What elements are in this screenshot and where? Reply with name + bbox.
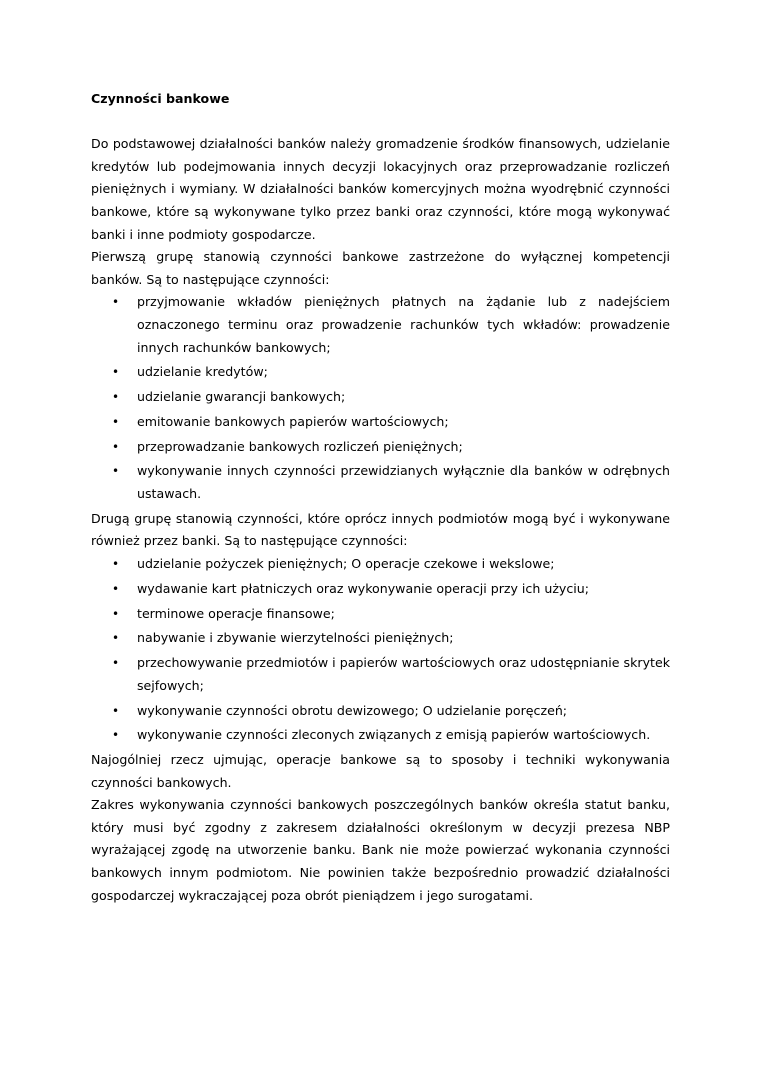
list-item-text: przechowywanie przedmiotów i papierów wartościowych oraz udostępnianie skrytek sejfowych;	[137, 655, 670, 693]
bullet-icon: •	[112, 581, 120, 596]
paragraph-second-group: Drugą grupę stanowią czynności, które oprócz innych podmiotów mogą być i wykonywane również przez banki. Są to następujące czynności:	[91, 510, 670, 549]
bullet-icon: •	[112, 365, 120, 380]
bullet-icon: •	[112, 557, 120, 571]
list-item	[91, 386, 670, 409]
bullet-icon: •	[112, 464, 120, 479]
bullet-icon: •	[112, 390, 120, 405]
shared-activities-list	[91, 553, 670, 747]
reserved-activities-list	[91, 291, 670, 505]
list-item	[91, 700, 670, 723]
list-item-text: wykonywanie czynności zleconych związanych z emisją papierów wartościowych.	[137, 727, 651, 743]
list-item	[91, 436, 670, 459]
document-title: Czynności bankowe	[91, 91, 230, 106]
list-item	[91, 361, 670, 384]
list-item-text: przeprowadzanie bankowych rozliczeń pieniężnych;	[137, 438, 463, 454]
list-item-text: wykonywanie czynności obrotu dewizowego; O udzielanie poręczeń;	[137, 702, 568, 718]
list-item	[91, 724, 670, 747]
list-item-text: wykonywanie innych czynności przewidzianych wyłącznie dla banków w odrębnych ustawach.	[137, 463, 670, 502]
bullet-icon: •	[112, 439, 120, 454]
bullet-icon: •	[112, 606, 120, 621]
list-item-text: udzielanie kredytów;	[137, 364, 268, 380]
bullet-icon: •	[112, 295, 120, 310]
list-item	[91, 627, 670, 650]
list-item	[91, 291, 670, 359]
bullet-icon: •	[112, 414, 120, 429]
bullet-icon: •	[112, 703, 120, 718]
list-item	[91, 603, 670, 626]
list-item-text: emitowanie bankowych papierów wartościowych;	[137, 413, 449, 429]
list-item	[91, 652, 670, 697]
paragraph-summary: Najogólniej rzecz ujmując, operacje bankowe są to sposoby i techniki wykonywania czynności bankowych.	[91, 752, 670, 790]
document-page	[91, 88, 670, 907]
list-item-text: przyjmowanie wkładów pieniężnych płatnych na żądanie lub z nadejściem oznaczonego terminu oraz prowadzenie rachunków tych wkładów: prowadzenie innych rachunków bankowych;	[137, 294, 670, 355]
list-item	[91, 460, 670, 505]
paragraph-intro: Do podstawowej działalności banków należy gromadzenie środków finansowych, udzielanie kredytów lub podejmowania innych decyzji lokacyjnych oraz przeprowadzanie rozliczeń pieniężnych i wymiany. W działalności banków komercyjnych można wyodrębnić czynności bankowe, które są wykonywane tylko przez banki oraz czynności, które mogą wykonywać banki i inne podmioty gospodarcze.	[91, 136, 670, 242]
paragraph-scope: Zakres wykonywania czynności bankowych poszczególnych banków określa statut banku, który musi być zgodny z zakresem działalności określonym w decyzji prezesa NBP wyrażającej zgodę na utworzenie banku. Bank nie może powierzać wykonania czynności bankowych innym podmiotom. Nie powinien także bezpośrednio prowadzić działalności gospodarczej wykraczającej poza obrót pieniądzem i jego surogatami.	[91, 797, 670, 903]
list-item-text: wydawanie kart płatniczych oraz wykonywanie operacji przy ich użyciu;	[137, 580, 590, 596]
list-item-text: terminowe operacje finansowe;	[137, 605, 335, 621]
paragraph-first-group: Pierwszą grupę stanowią czynności bankowe zastrzeżone do wyłącznej kompetencji banków. Są to następujące czynności:	[91, 249, 670, 287]
bullet-icon: •	[112, 656, 120, 671]
list-item	[91, 411, 670, 434]
list-item	[91, 578, 670, 601]
bullet-icon: •	[112, 631, 120, 646]
list-item-text: udzielanie pożyczek pieniężnych; O operacje czekowe i wekslowe;	[137, 556, 555, 571]
list-item	[91, 553, 670, 576]
list-item-text: udzielanie gwarancji bankowych;	[137, 389, 346, 405]
list-item-text: nabywanie i zbywanie wierzytelności pieniężnych;	[137, 630, 454, 646]
bullet-icon: •	[112, 728, 120, 743]
